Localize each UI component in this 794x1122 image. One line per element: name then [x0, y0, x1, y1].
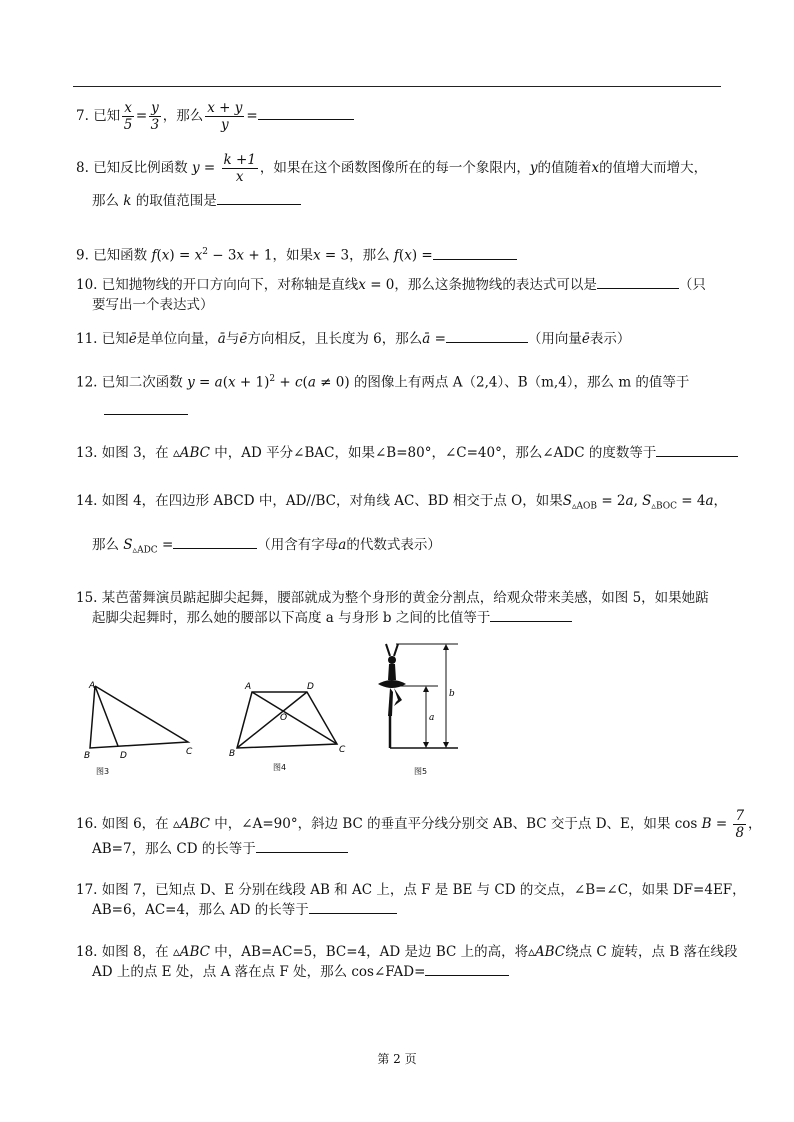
figure-5-caption: 图5 — [414, 767, 428, 776]
question-12-line-2 — [104, 402, 188, 420]
header-rule — [73, 86, 721, 87]
fraction-x-plus-y-over-y: $\frac{x + y}{y}$ — [207, 100, 243, 133]
figure-3 — [80, 676, 200, 766]
figure-4-label-O: O — [280, 713, 288, 723]
question-7: 7. 已知 $\frac{x}{5}$ = $\frac{y}{3}$ ，那么 $\frac{x + y}{y}$ = — [76, 100, 354, 133]
figure-5-label-b: b — [449, 689, 455, 699]
question-12-line-1: 12. 已知二次函数 $y = a(x + 1)^2 + c(a \ne 0)$ 的图像上有两点 A（2,4）、B（m,4），那么 m 的值等于 — [76, 374, 690, 391]
figure-4 — [225, 678, 355, 764]
answer-blank-11 — [446, 330, 528, 343]
question-17-line-1: 17. 如图 7，已知点 D、E 分别在线段 AB 和 AC 上，点 F 是 BE 与 CD 的交点，∠B=∠C，如果 DF=4EF， — [76, 882, 746, 898]
figure-4-label-C: C — [339, 745, 346, 755]
figure-3-label-D: D — [120, 751, 127, 761]
figure-4-label-D: D — [307, 682, 314, 692]
answer-blank-18 — [425, 963, 509, 976]
answer-blank-10 — [597, 276, 679, 289]
figure-3-label-B: B — [84, 751, 91, 761]
answer-blank-16 — [256, 840, 348, 853]
figure-4-label-A: A — [245, 682, 252, 692]
figure-4-caption: 图4 — [273, 763, 287, 772]
figure-5-label-a: a — [429, 713, 435, 723]
question-18-line-2: AD 上的点 E 处，点 A 落在点 F 处，那么 cos∠FAD= — [92, 963, 509, 981]
question-10-line-1: 10. 已知抛物线的开口方向向下，对称轴是直线x = 0，那么这条抛物线的表达式可以是 （只 — [76, 277, 706, 293]
answer-blank-14 — [173, 536, 257, 549]
question-10-line-2: 要写出一个表达式） — [92, 297, 214, 313]
answer-blank-7 — [258, 107, 354, 120]
answer-blank-8 — [217, 192, 301, 205]
answer-blank-15 — [490, 609, 572, 622]
question-8-line-2: 那么 k 的取值范围是 — [92, 192, 301, 210]
question-16-line-1: 16. 如图 6，在 ▵ABC 中，∠A=90°，斜边 BC 的垂直平分线分别交 AB、BC 交于点 D、E，如果 cos B = $\frac{7}{8}$ ， — [76, 808, 762, 841]
answer-blank-12 — [104, 402, 188, 415]
question-8-line-1: 8. 已知反比例函数 y = $\frac{k +1}{x}$ ，如果在这个函数图像所在的每一个象限内，y的值随着x的值增大而增大， — [76, 152, 708, 185]
question-13: 13. 如图 3，在 ▵ABC 中，AD 平分∠BAC，如果∠B=80°，∠C=40°，那么∠ADC 的度数等于 — [76, 444, 738, 462]
question-15-line-2: 起脚尖起舞时，那么她的腰部以下高度 a 与身形 b 之间的比值等于 — [92, 609, 572, 627]
question-14-line-2: 那么 $S_{▵ADC}$ = （用含有字母a的代数式表示） — [92, 537, 441, 556]
figure-3-label-A: A — [89, 681, 96, 691]
question-16-line-2: AB=7，那么 CD 的长等于 — [92, 840, 348, 858]
question-9: 9. 已知函数 $f(x) = x^2 - 3x + 1$，如果x = 3，那么 f(x) = — [76, 243, 517, 265]
figure-3-caption: 图3 — [96, 767, 110, 776]
question-15-line-1: 15. 某芭蕾舞演员踮起脚尖起舞，腰部就成为整个身形的黄金分割点，给观众带来美感，如图 5，如果她踮 — [76, 590, 709, 606]
answer-blank-9 — [433, 247, 517, 260]
answer-blank-13 — [656, 444, 738, 457]
answer-blank-17 — [309, 901, 397, 914]
fraction-x-over-5: $\frac{x}{5}$ — [123, 100, 133, 133]
question-14-line-1: 14. 如图 4，在四边形 ABCD 中，AD//BC，对角线 AC、BD 相交于点 O，如果$S_{▵AOB} = 2a$, $S_{▵BOC} = 4a$， — [76, 493, 728, 512]
question-17-line-2: AB=6，AC=4，那么 AD 的长等于 — [92, 901, 397, 919]
question-11: 11. 已知ē是单位向量，ā与ē方向相反，且长度为 6，那么ā = （用向量ē表示） — [76, 331, 631, 347]
figure-5 — [368, 640, 468, 756]
fraction-y-over-3: $\frac{y}{3}$ — [150, 100, 160, 133]
question-18-line-1: 18. 如图 8，在 ▵ABC 中，AB=AC=5，BC=4，AD 是边 BC 上的高，将▵ABC绕点 C 旋转，点 B 落在线段 — [76, 944, 738, 960]
figure-4-label-B: B — [229, 749, 236, 759]
page-footer: 第 2 页 — [377, 1052, 417, 1066]
figure-3-label-C: C — [186, 747, 193, 757]
